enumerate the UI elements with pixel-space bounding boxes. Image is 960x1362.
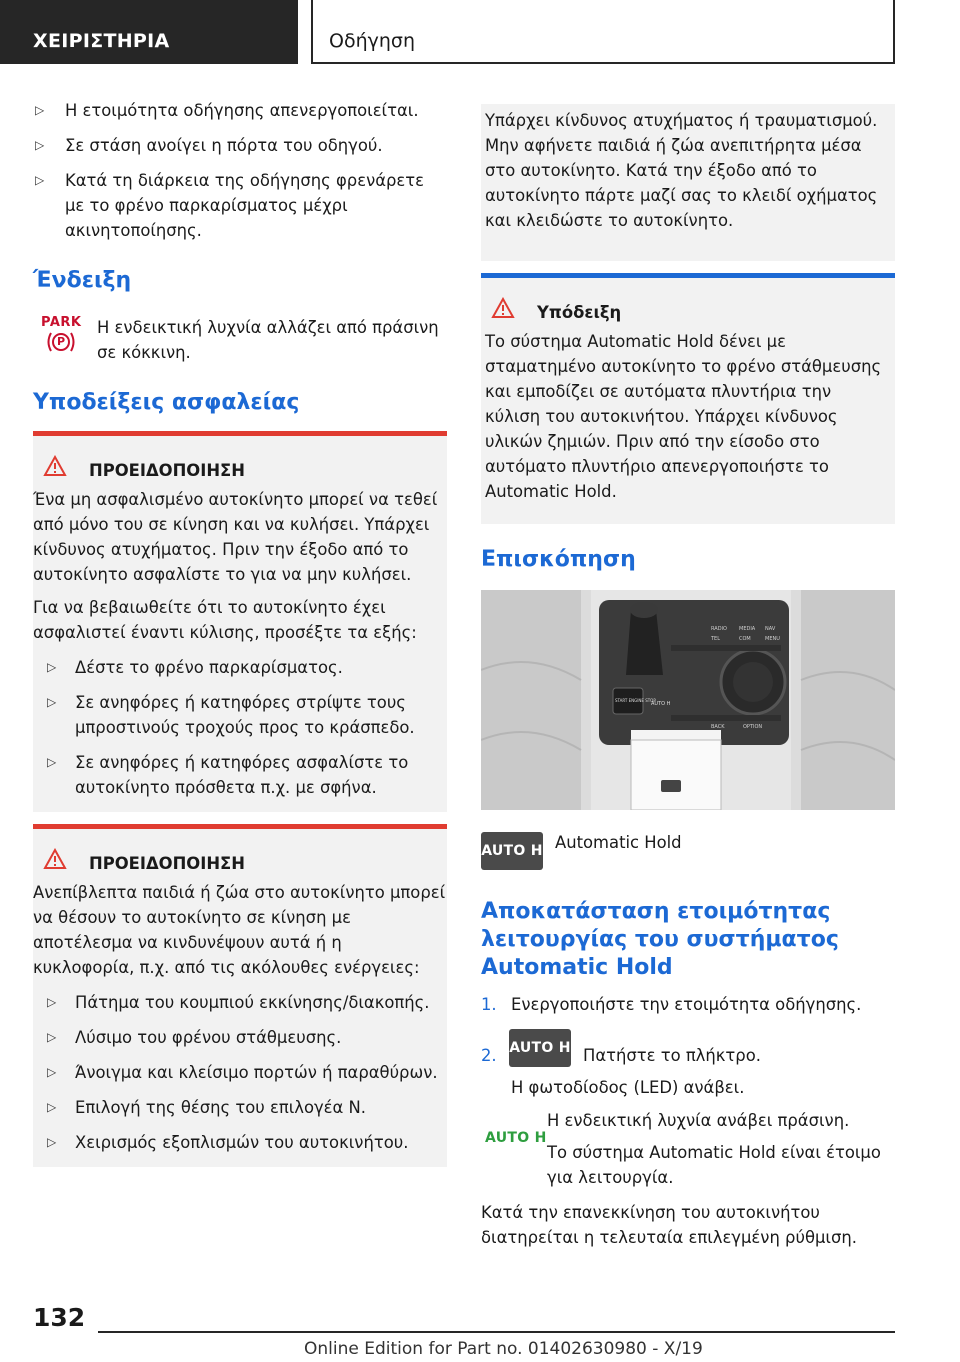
last-text: Κατά την επανεκκίνηση του αυτοκινήτου διατηρείται η τελευταία επιλεγμένη ρύθμιση. [481, 1203, 857, 1247]
triangle-bullet-icon: ▷ [47, 1065, 57, 1079]
warning-text: Ένα μη ασφαλισμένο αυτοκίνητο μπορεί να τεθεί από μόνο του σε κίνηση και να κυλήσει. Υπάρχει κίνδυνος ατυχήματος. Πριν την έξοδο από το αυτοκίνητο ασφαλίστε το για να μην κυλήσει. [33, 490, 438, 584]
footer-divider [98, 1331, 895, 1333]
triangle-bullet-icon: ▷ [47, 755, 57, 769]
restore-heading: Αποκατάσταση ετοιμότητας λειτουργίας του συστήματος Automatic Hold [481, 899, 839, 980]
warning-text: Για να βεβαιωθείτε ότι το αυτοκίνητο έχει ασφαλιστεί έναντι κύλισης, προσέξτε τα εξής: [33, 598, 417, 642]
green-indicator-row [481, 1108, 895, 1192]
photo-label: AUTO H [651, 701, 671, 707]
step-item: 1. Ενεργοποιήστε την ετοιμότητα οδήγησης. [481, 995, 862, 1014]
photo-label: MENU [765, 636, 780, 642]
right-column [481, 104, 895, 1250]
photo-label: OPTION [743, 724, 763, 730]
warning-icon [43, 848, 67, 877]
triangle-bullet-icon: ▷ [35, 173, 45, 187]
warning-text: Ανεπίβλεπτα παιδιά ή ζώα στο αυτοκίνητο μπορεί να θέσουν το αυτοκίνητο σε κίνηση με αποτέλεσμα να κινδυνέψουν αυτά ή η κυκλοφορία, π.χ. από τις ακόλουθες ενέργειες: [33, 883, 446, 977]
photo-label: START ENGINE STOP [615, 698, 656, 703]
chapter-title: ΧΕΙΡΙΣΤΗΡΙΑ [0, 0, 298, 64]
step-item: 2. AUTO H Πατήστε το πλήκτρο. [481, 1029, 895, 1071]
section-title: Οδήγηση [311, 0, 895, 64]
console-photo [481, 590, 895, 810]
list-item: ▷ Άνοιγμα και κλείσιμο πορτών ή παραθύρων. [33, 1060, 447, 1085]
triangle-bullet-icon: ▷ [35, 138, 45, 152]
photo-label: RADIO [711, 626, 727, 632]
indicator-text: Η ενδεικτική λυχνία αλλάζει από πράσινη σε κόκκινη. [97, 318, 439, 362]
hint-warning-icon [491, 297, 515, 326]
list-item: ▷ Επιλογή της θέσης του επιλογέα N. [33, 1095, 447, 1120]
triangle-bullet-icon: ▷ [47, 995, 57, 1009]
left-column [33, 98, 447, 1167]
indicator-row [33, 307, 447, 369]
photo-label: NAV [765, 626, 776, 632]
autoh-caption: Automatic Hold [555, 833, 682, 852]
auto-hold-button-icon: AUTO H [481, 832, 543, 870]
warning-title: ΠΡΟΕΙΔΟΠΟΙΗΣΗ [33, 458, 447, 483]
autoh-legend-row [481, 830, 895, 892]
park-indicator-icon: PARK P [41, 315, 81, 353]
warning-title: ΠΡΟΕΙΔΟΠΟΙΗΣΗ [33, 851, 447, 876]
hint-text: Το σύστημα Automatic Hold δένει με σταματημένο αυτοκίνητο το φρένο στάθμευσης και εμποδίζει σε αυτόματα πλυντήρια την κύλιση του αυτοκινήτου. Υπάρχει κίνδυνος υλικών ζημιών. Πριν από την είσοδο στο αυτόματο πλυντήριο απενεργοποιήστε το Automatic Hold. [485, 332, 882, 501]
warning-box [33, 824, 447, 1167]
triangle-bullet-icon: ▷ [47, 660, 57, 674]
triangle-bullet-icon: ▷ [47, 1030, 57, 1044]
indicator-heading: Ένδειξη [33, 268, 132, 293]
warning-icon [43, 455, 67, 484]
warning-box [33, 431, 447, 812]
hint-title: Υπόδειξη [481, 300, 895, 325]
list-item: ▷ Σε ανηφόρες ή κατηφόρες ασφαλίστε το αυτοκίνητο πρόσθετα π.χ. με σφήνα. [33, 750, 447, 800]
page-header [0, 0, 960, 64]
triangle-bullet-icon: ▷ [47, 695, 57, 709]
led-text: Η φωτοδίοδος (LED) ανάβει. [511, 1078, 745, 1097]
list-item: ▷ Κατά τη διάρκεια της οδήγησης φρενάρετε με το φρένο παρκαρίσματος μέχρι ακινητοποίησης. [33, 168, 447, 243]
list-item: ▷ Σε ανηφόρες ή κατηφόρες στρίψτε τους μπροστινούς τροχούς προς το κράσπεδο. [33, 690, 447, 740]
photo-label: MEDIA [739, 626, 756, 632]
list-item: ▷ Δέστε το φρένο παρκαρίσματος. [33, 655, 447, 680]
photo-label: BACK [711, 724, 725, 730]
page-number: 132 [33, 1303, 86, 1332]
triangle-bullet-icon: ▷ [35, 103, 45, 117]
triangle-bullet-icon: ▷ [47, 1135, 57, 1149]
ready-text: Το σύστημα Automatic Hold είναι έτοιμο για λειτουργία. [547, 1143, 881, 1187]
safety-heading: Υποδείξεις ασφαλείας [33, 390, 300, 415]
photo-label: TEL [711, 636, 720, 642]
auto-hold-green-indicator-icon: AUTO H [485, 1130, 547, 1146]
green-text: Η ενδεικτική λυχνία ανάβει πράσινη. [547, 1111, 850, 1130]
warning-continuation: Υπάρχει κίνδυνος ατυχήματος ή τραυματισμού. Μην αφήνετε παιδιά ή ζώα ανεπιτήρητα μέσα στο αυτοκίνητο. Κατά την έξοδο από το αυτοκίνητο πάρτε μαζί σας το κλειδί οχήματος και κλειδώστε το αυτοκίνητο. [481, 104, 895, 261]
list-item: ▷ Λύσιμο του φρένου στάθμευσης. [33, 1025, 447, 1050]
edition-text: Online Edition for Part no. 01402630980 - X/19 [304, 1339, 703, 1359]
list-item: ▷ Σε στάση ανοίγει η πόρτα του οδηγού. [33, 133, 447, 158]
triangle-bullet-icon: ▷ [47, 1100, 57, 1114]
hint-box [481, 273, 895, 524]
console-illustration [481, 590, 895, 810]
list-item: ▷ Η ετοιμότητα οδήγησης απενεργοποιείται. [33, 98, 447, 123]
list-item: ▷ Χειρισμός εξοπλισμών του αυτοκινήτου. [33, 1130, 447, 1155]
overview-heading: Επισκόπηση [481, 547, 636, 572]
list-item: ▷ Πάτημα του κουμπιού εκκίνησης/διακοπής. [33, 990, 447, 1015]
photo-label: COM [739, 636, 751, 642]
auto-hold-button-icon: AUTO H [509, 1029, 571, 1067]
